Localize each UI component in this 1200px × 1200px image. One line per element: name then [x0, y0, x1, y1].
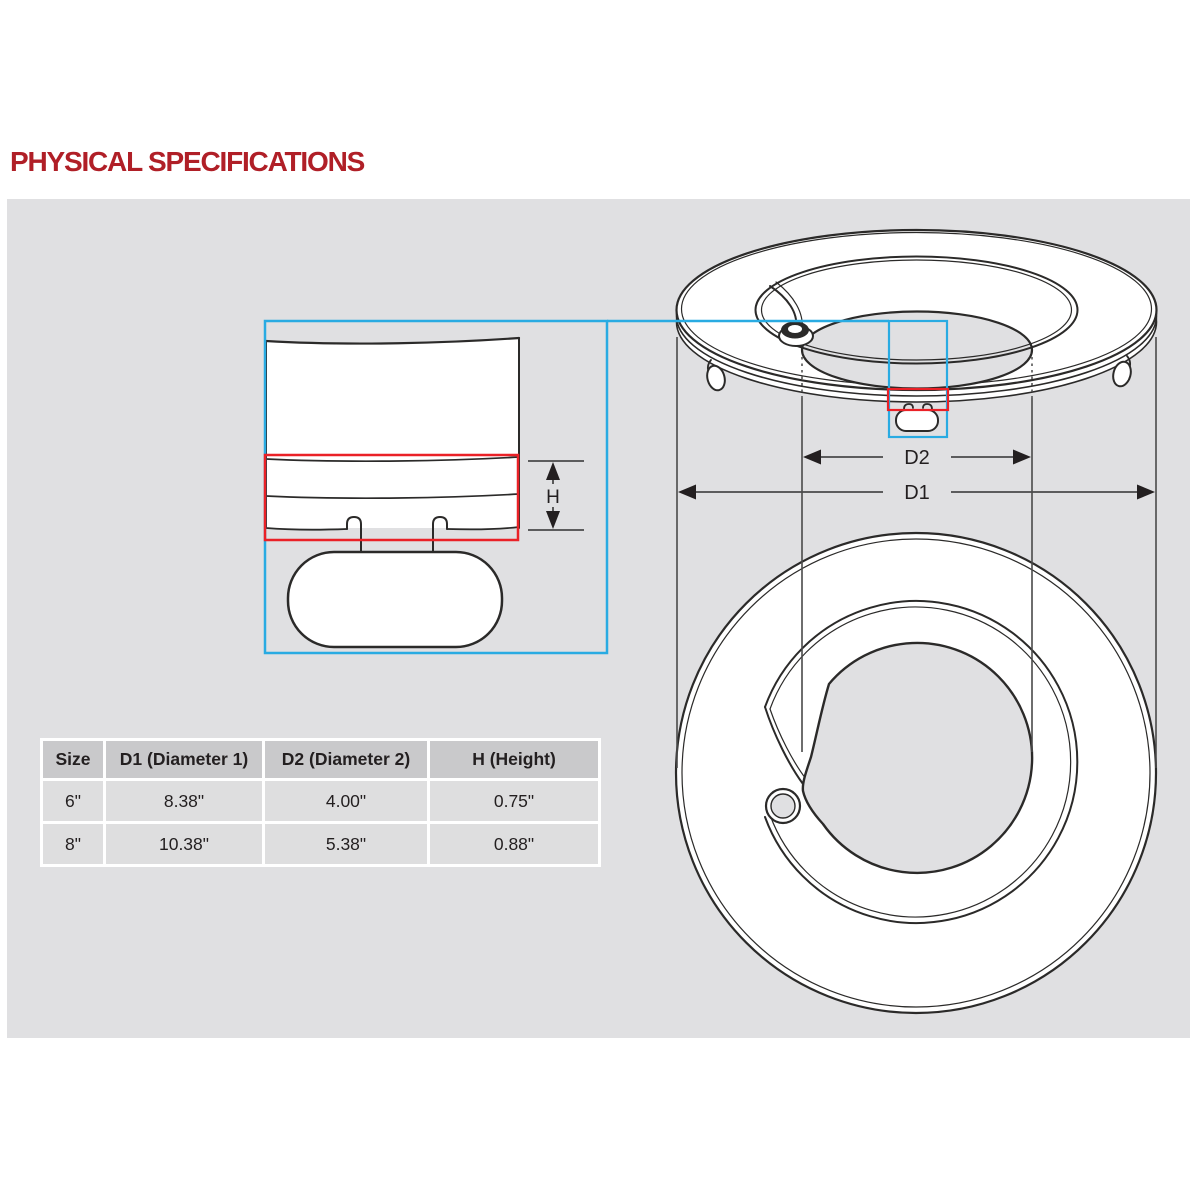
perspective-view	[677, 230, 1157, 431]
table-row-6-size: 6"	[43, 781, 103, 821]
center-opening	[802, 312, 1032, 389]
side-view-detail	[266, 338, 519, 647]
table-row-8-h: 0.88"	[430, 824, 598, 864]
table-row-8-size: 8"	[43, 824, 103, 864]
table-row-6-d2: 4.00"	[265, 781, 427, 821]
mounting-tab	[288, 552, 502, 647]
label-d2: D2	[904, 447, 930, 469]
bottom-view	[676, 533, 1156, 1013]
table-row-8-d1: 10.38"	[106, 824, 262, 864]
mounting-tab-small	[896, 410, 938, 431]
side-view-body	[266, 338, 519, 528]
grommet-bottom	[766, 789, 800, 823]
col-header-size: Size	[43, 741, 103, 778]
spec-table	[40, 738, 601, 867]
col-header-d2: D2 (Diameter 2)	[265, 741, 427, 778]
col-header-h: H (Height)	[430, 741, 598, 778]
table-row-8-d2: 5.38"	[265, 824, 427, 864]
col-header-d1: D1 (Diameter 1)	[106, 741, 262, 778]
label-h: H	[546, 487, 560, 508]
table-row-6-d1: 8.38"	[106, 781, 262, 821]
label-d1: D1	[904, 482, 930, 504]
center-opening-bottom	[803, 643, 1032, 873]
table-row-6-h: 0.75"	[430, 781, 598, 821]
page-title: PHYSICAL SPECIFICATIONS	[10, 146, 365, 177]
